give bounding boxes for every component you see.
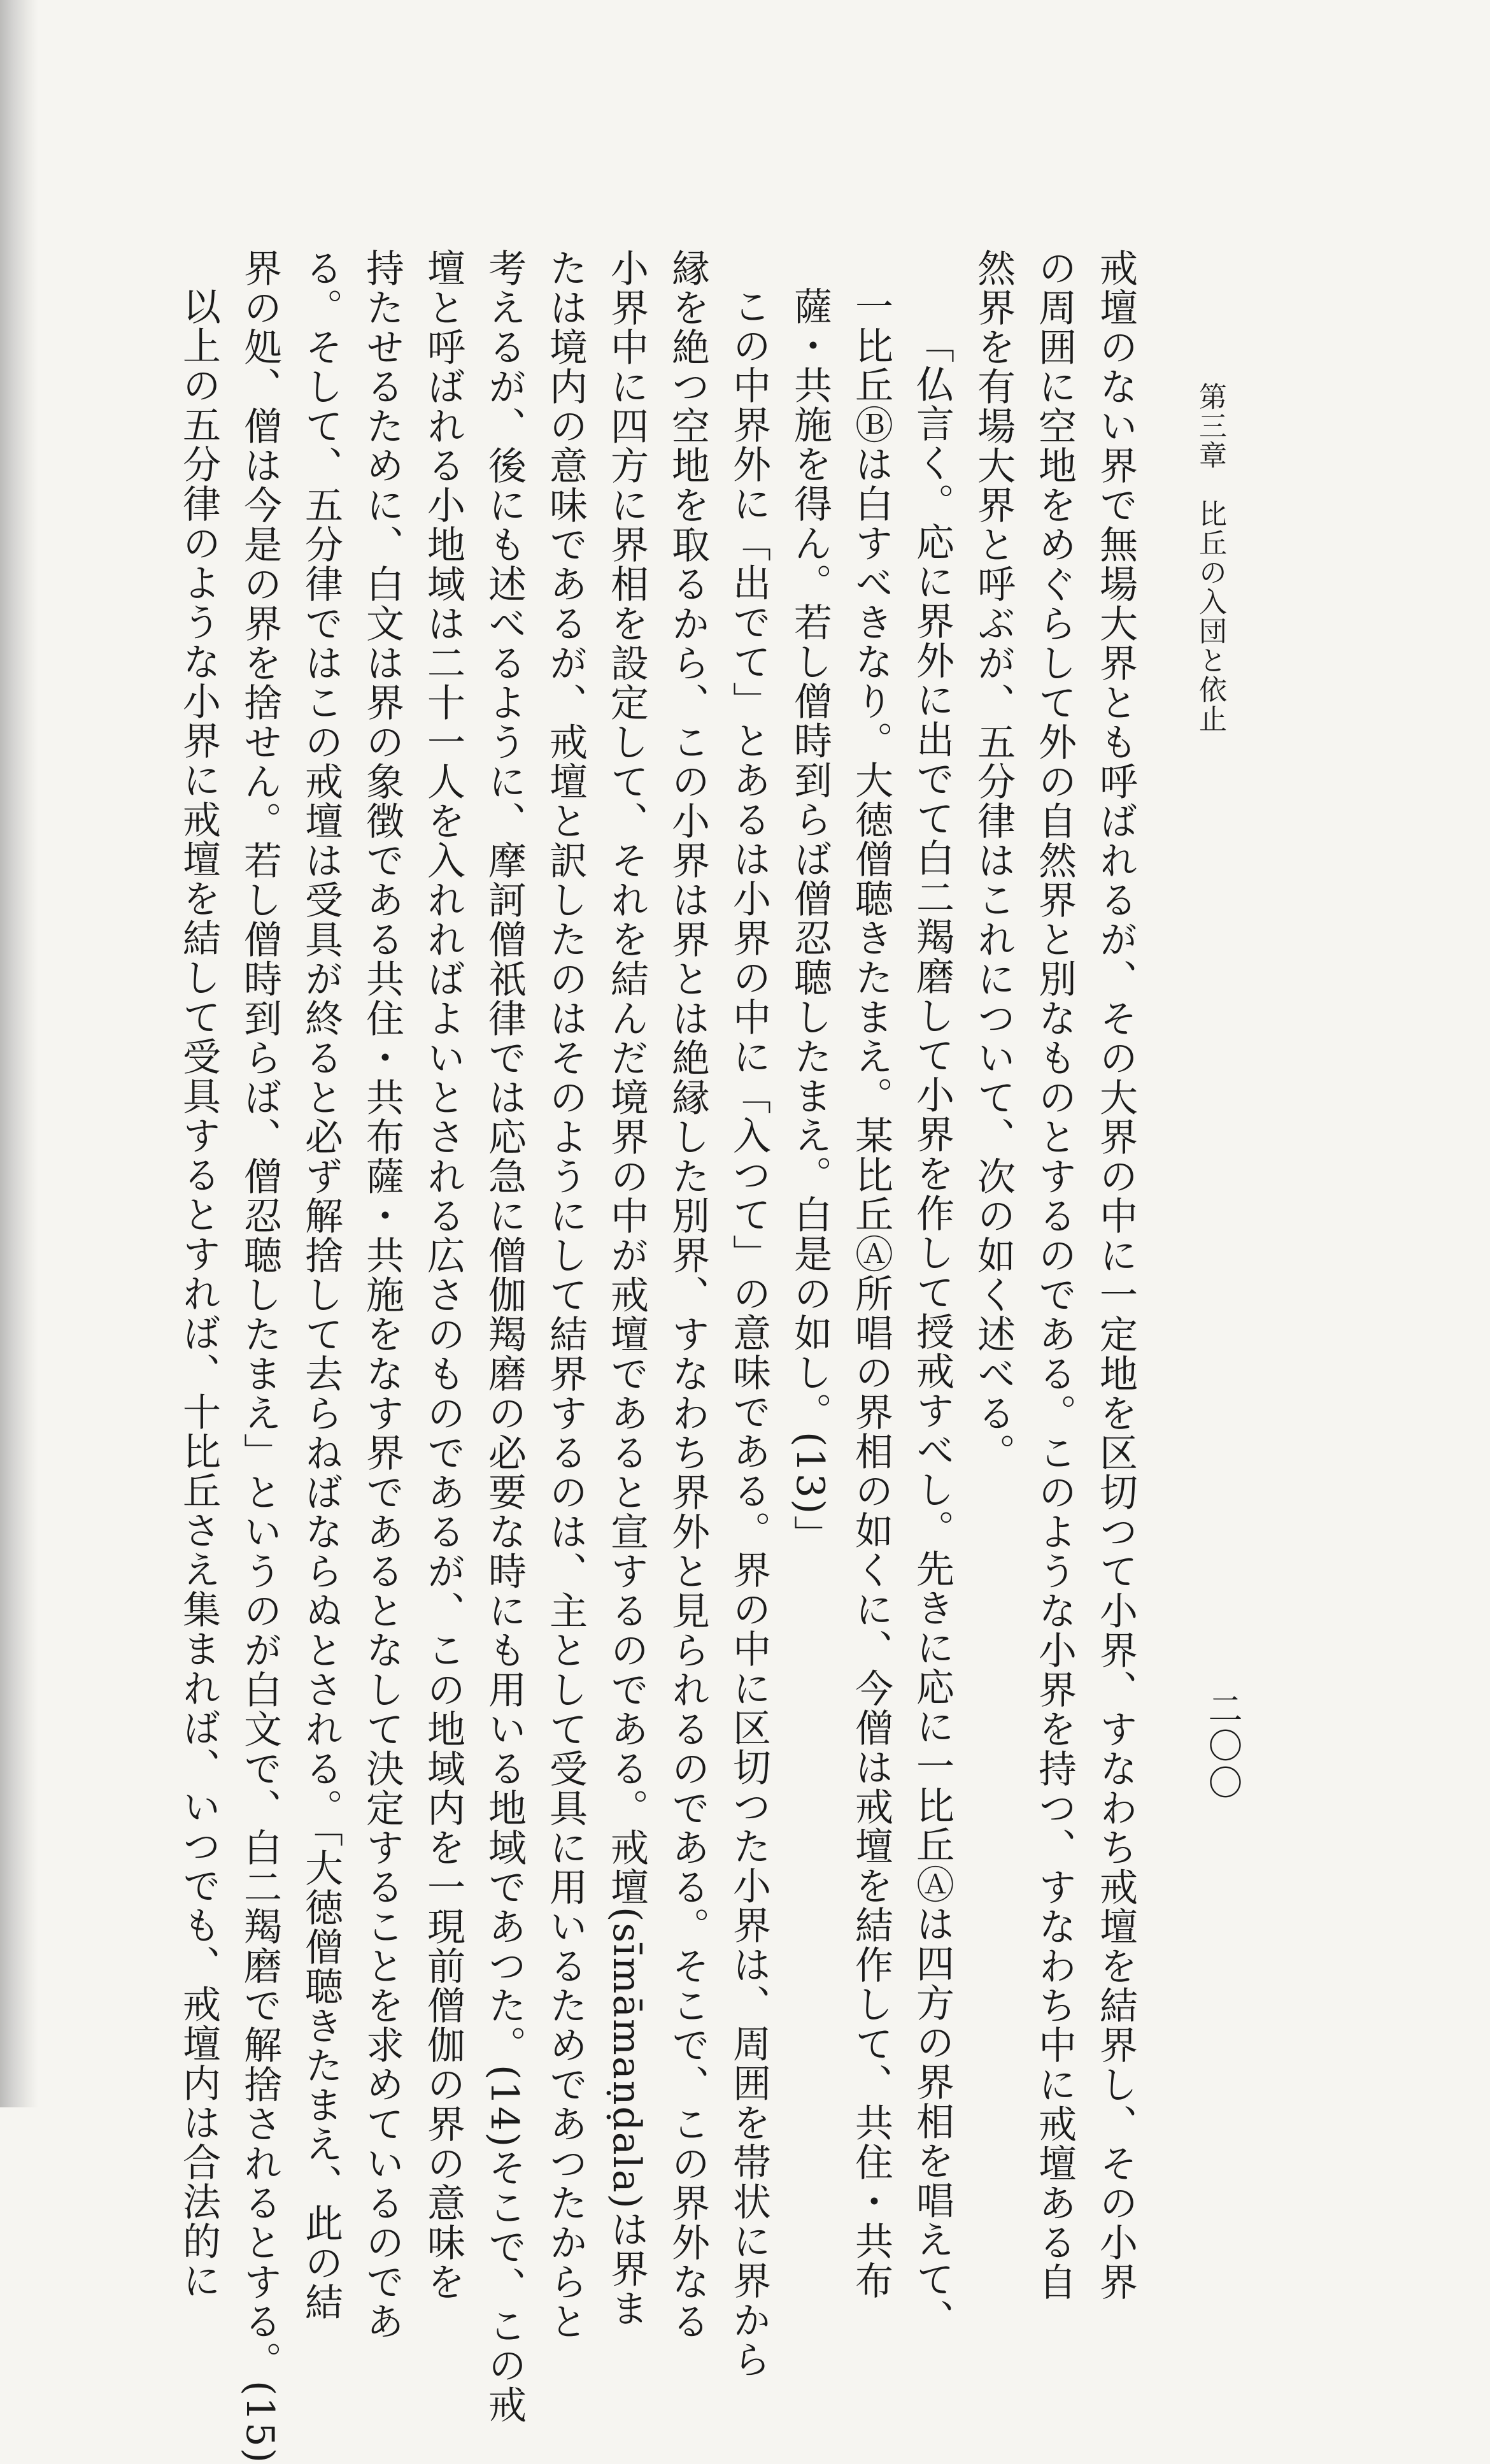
- running-header: [1172, 382, 1242, 2012]
- main-text: [168, 248, 1146, 2464]
- page-number: 二〇〇: [1203, 1691, 1243, 1802]
- text-line: の周囲に空地をめぐらして外の自然界と別なものとするのである。このような小界を持つ、すなわち中に戒壇ある自: [1032, 248, 1077, 2302]
- text-line: 以上の五分律のような小界に戒壇を結して受具するとすれば、十比丘さえ集まれば、いつでも、戒壇内は合法的に: [176, 287, 221, 2300]
- scan-shadow: [0, 0, 38, 2107]
- text-line: 壇と呼ばれる小地域は二十一人を入れればよいとされる広さのものであるが、この地域内を一現前僧伽の界の意味を: [421, 248, 465, 2302]
- text-line: 考えるが、後にも述べるように、摩訶僧祇律では応急に僧伽羯磨の必要な時にも用いる地域であつた。(14)そこで、この戒: [482, 248, 527, 2425]
- text-line: る。そして、五分律ではこの戒壇は受具が終ると必ず解捨して去らねばならぬとされる。「大徳僧聴きたまえ、此の結: [299, 248, 343, 2322]
- chapter-title: 第三章 比丘の入団と依止: [1194, 382, 1226, 734]
- text-line: 一比丘Ⓑは白すべきなり。大徳僧聴きたまえ。某比丘Ⓐ所唱の界相の如くに、今僧は戒壇を結作して、共住・共布: [849, 287, 893, 2300]
- text-line: 界の処、僧は今是の界を捨せん。若し僧時到らば、僧忍聴したまえ」というのが白文で、白二羯磨で解捨されるとする。(15): [238, 248, 282, 2464]
- text-line: この中界外に「出でて」とあるは小界の中に「入つて」の意味である。界の中に区切つた小界は、周囲を帯状に界から: [727, 287, 771, 2379]
- text-line: 薩・共施を得ん。若し僧時到らば僧忍聴したまえ。白是の如し。(13)」: [788, 287, 832, 1555]
- text-line: 持たせるために、白文は界の象徴である共住・共布薩・共施をなす界であるとなして決定することを求めているのであ: [360, 248, 404, 2341]
- text-line: たは境内の意味であるが、戒壇と訳したのはそのようにして結界するのは、主として受具に用いるためであつたからと: [543, 248, 588, 2341]
- text-line: 戒壇のない界で無場大界とも呼ばれるが、その大界の中に一定地を区切つて小界、すなわち戒壇を結界し、その小界: [1093, 248, 1138, 2302]
- text-line: 小界中に四方に界相を設定して、それを結んだ境界の中が戒壇であると宣するのである。戒壇(sīmāmaṇḍala)は界ま: [604, 248, 649, 2328]
- text-line: 「仏言く。応に界外に出でて白二羯磨して小界を作して授戒すべし。先きに応に一比丘Ⓐは四方の界相を唱えて、: [910, 325, 954, 2339]
- text-line: 然界を有場大界と呼ぶが、五分律はこれについて、次の如く述べる。: [971, 248, 1016, 1472]
- text-line: 縁を絶つ空地を取るから、この小界は界とは絶縁した別界、すなわち界外と見られるのである。そこで、この界外なる: [665, 248, 710, 2341]
